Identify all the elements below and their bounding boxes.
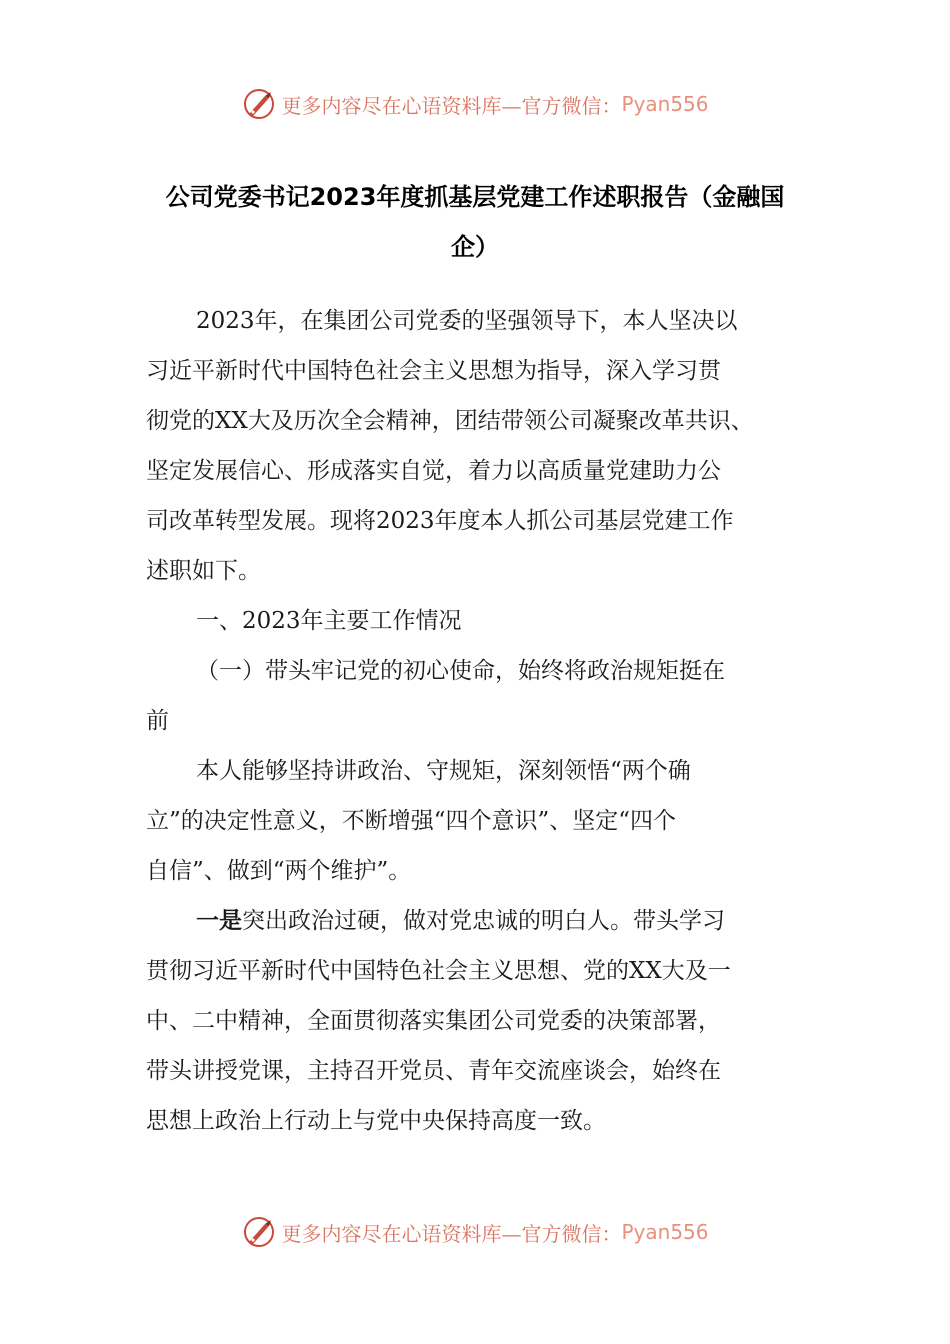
- body-line: 思想上政治上行动上与党中央保持高度一致。: [146, 1108, 606, 1134]
- title-line-1: 公司党委书记2023年度抓基层党建工作述职报告（金融国: [165, 183, 785, 211]
- bold-lead: 一是: [196, 908, 242, 934]
- watermark-text: 更多内容尽在心语资料库—官方微信：: [281, 1221, 622, 1246]
- title-line-2: 企）: [451, 233, 499, 261]
- watermark-wechat-id: Pyan556: [621, 92, 709, 116]
- body-line: 彻党的XX大及历次全会精神，团结带领公司凝聚改革共识、: [146, 408, 754, 434]
- pen-nib-logo-icon: [241, 86, 277, 122]
- body-line: 本人能够坚持讲政治、守规矩，深刻领悟“两个确: [196, 758, 691, 784]
- body-line: 述职如下。: [146, 558, 261, 584]
- body-line-with-lead: [196, 906, 725, 936]
- body-line: 贯彻习近平新时代中国特色社会主义思想、党的XX大及一: [146, 958, 731, 984]
- body-line: 带头讲授党课，主持召开党员、青年交流座谈会，始终在: [146, 1058, 721, 1084]
- watermark-wechat-id: Pyan556: [621, 1220, 709, 1244]
- watermark-text: 更多内容尽在心语资料库—官方微信：: [281, 93, 622, 118]
- pen-nib-logo-icon: [241, 1214, 277, 1250]
- body-line: 坚定发展信心、形成落实自觉，着力以高质量党建助力公: [146, 458, 721, 484]
- body-line: 司改革转型发展。现将2023年度本人抓公司基层党建工作: [146, 508, 734, 534]
- header-watermark: [0, 84, 950, 124]
- body-line: 2023年，在集团公司党委的坚强领导下，本人坚决以: [196, 308, 738, 334]
- body-line: 立”的决定性意义，不断增强“四个意识”、坚定“四个: [146, 808, 677, 834]
- subsection-heading: （一）带头牢记党的初心使命，始终将政治规矩挺在: [196, 658, 725, 684]
- body-line: 中、二中精神，全面贯彻落实集团公司党委的决策部署，: [146, 1008, 721, 1034]
- document-title: [140, 172, 810, 272]
- section-heading: 一、2023年主要工作情况: [196, 608, 462, 634]
- footer-watermark: [0, 1212, 950, 1252]
- body-line: 习近平新时代中国特色社会主义思想为指导，深入学习贯: [146, 358, 721, 384]
- body-line: 自信”、做到“两个维护”。: [146, 858, 412, 884]
- body-line-text: 突出政治过硬，做对党忠诚的明白人。带头学习: [242, 908, 725, 934]
- subsection-heading-cont: 前: [146, 708, 169, 734]
